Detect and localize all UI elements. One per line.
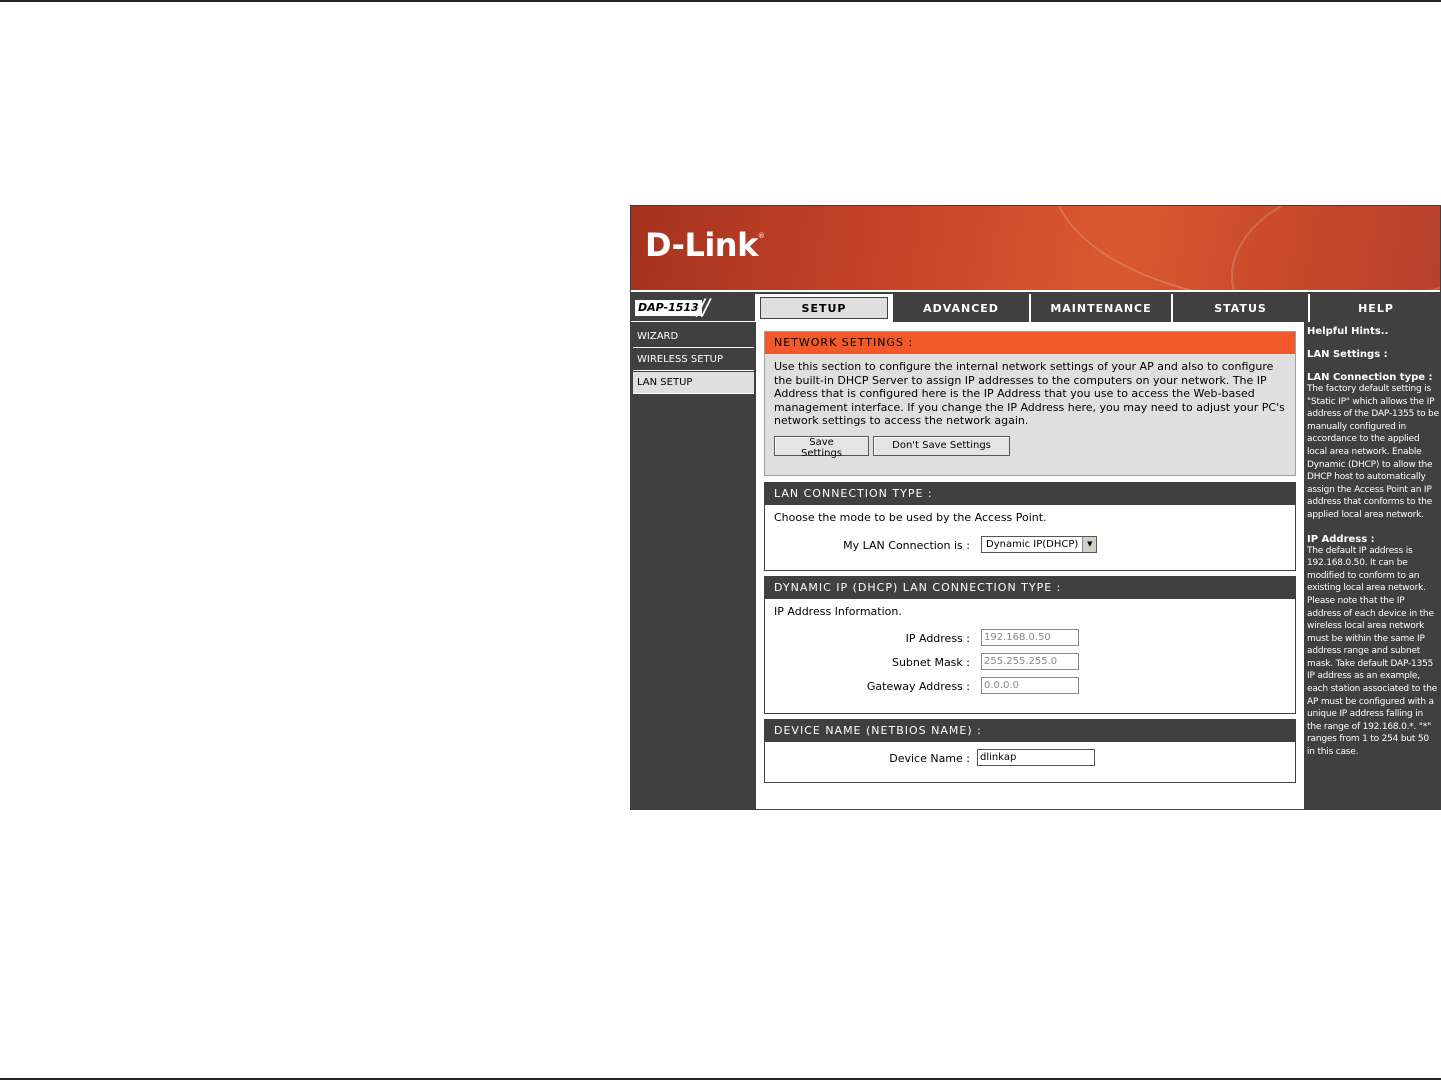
hints-ip-text: The default IP address is 192.168.0.50. It can be modified to conform to an existing local area network. Please note that the IP address of each device in the wireless local area network must be within the same IP address range and subnet mask. Take default DAP-1355 IP address as an example, each station associated to the AP must be configured with a unique IP address falling in the range of 192.168.0.*. "*" ranges from 1 to 254 but 50 in this case.	[1307, 545, 1438, 758]
tab-help[interactable]: HELP	[1310, 294, 1441, 322]
hints-title: Helpful Hints..	[1307, 326, 1389, 337]
device-name-section	[764, 719, 1296, 783]
page-top-rule	[0, 0, 1441, 2]
tab-status[interactable]: STATUS	[1173, 294, 1308, 322]
lan-connection-select[interactable]	[981, 536, 1097, 553]
section-title: NETWORK SETTINGS :	[765, 332, 1295, 354]
lan-connection-row	[765, 534, 1295, 558]
network-settings-section	[764, 331, 1296, 476]
lan-connection-type-section	[764, 482, 1296, 571]
hints-lan-settings: LAN Settings :	[1307, 349, 1388, 360]
model-label-area	[631, 294, 755, 322]
dhcp-connection-section	[764, 576, 1296, 714]
section-description: IP Address Information.	[774, 605, 902, 618]
model-name: DAP-1513	[635, 300, 702, 316]
button-row	[765, 428, 1295, 464]
device-name-row	[765, 747, 1295, 771]
gateway-row	[765, 675, 1295, 699]
hints-conn-type-text: The factory default setting is "Static IP" which allows the IP address of the DAP-1355 to be manually configured in accordance to the applied local area network. Enable Dynamic (DHCP) to allow the DHCP host to automatically assign the Access Point an IP address that conforms to the applied local area network.	[1307, 384, 1439, 520]
tab-maintenance[interactable]: MAINTENANCE	[1031, 294, 1171, 322]
device-name-field[interactable]: dlinkap	[977, 749, 1095, 766]
lan-connection-label: My LAN Connection is :	[843, 539, 970, 552]
tab-setup[interactable]: SETUP	[757, 294, 891, 322]
left-navigation	[631, 322, 756, 810]
hints-ip-title: IP Address :	[1307, 533, 1375, 545]
router-admin-window	[630, 205, 1441, 810]
hints-conn-type-title: LAN Connection type :	[1307, 372, 1433, 383]
section-description: Use this section to configure the internal network settings of your AP and also to configure the built-in DHCP Server to assign IP addresses to the computers on your network. The IP Address that is configured here is the IP Address that you use to access the Web-based management interface. If you change the IP Address here, you may need to adjust your PC's network settings to access the network again.	[774, 360, 1285, 427]
section-title: DYNAMIC IP (DHCP) LAN CONNECTION TYPE :	[765, 577, 1295, 599]
lan-connection-selected: Dynamic IP(DHCP)	[986, 539, 1079, 550]
main-content	[756, 322, 1304, 810]
banner-swoosh	[1231, 206, 1441, 292]
chevron-down-icon[interactable]: ▼	[1082, 537, 1096, 552]
header-banner	[631, 206, 1441, 292]
sidebar-item-wireless-setup[interactable]: WIRELESS SETUP	[633, 349, 754, 371]
ip-address-row	[765, 627, 1295, 651]
sidebar-item-wizard[interactable]: WIZARD	[633, 326, 754, 348]
sidebar-item-lan-setup[interactable]: LAN SETUP	[633, 372, 754, 394]
save-settings-button[interactable]: Save Settings	[774, 436, 869, 456]
ip-address-label: IP Address :	[905, 632, 970, 645]
subnet-mask-label: Subnet Mask :	[891, 656, 970, 669]
page-bottom-rule	[0, 1078, 1441, 1080]
dlink-logo: D-Link®	[645, 226, 765, 264]
section-title: DEVICE NAME (NETBIOS NAME) :	[765, 720, 1295, 742]
section-title: LAN CONNECTION TYPE :	[765, 483, 1295, 505]
model-slashes: //	[697, 296, 708, 321]
top-tabs	[755, 294, 1441, 322]
gateway-label: Gateway Address :	[866, 680, 970, 693]
device-name-label: Device Name :	[889, 752, 970, 765]
gateway-field[interactable]: 0.0.0.0	[981, 677, 1079, 694]
tab-advanced[interactable]: ADVANCED	[893, 294, 1029, 322]
ip-address-field[interactable]: 192.168.0.50	[981, 629, 1079, 646]
subnet-mask-row	[765, 651, 1295, 675]
helpful-hints-panel	[1304, 322, 1441, 810]
dont-save-settings-button[interactable]: Don't Save Settings	[873, 436, 1010, 456]
section-description: Choose the mode to be used by the Access Point.	[774, 511, 1047, 524]
subnet-mask-field[interactable]: 255.255.255.0	[981, 653, 1079, 670]
